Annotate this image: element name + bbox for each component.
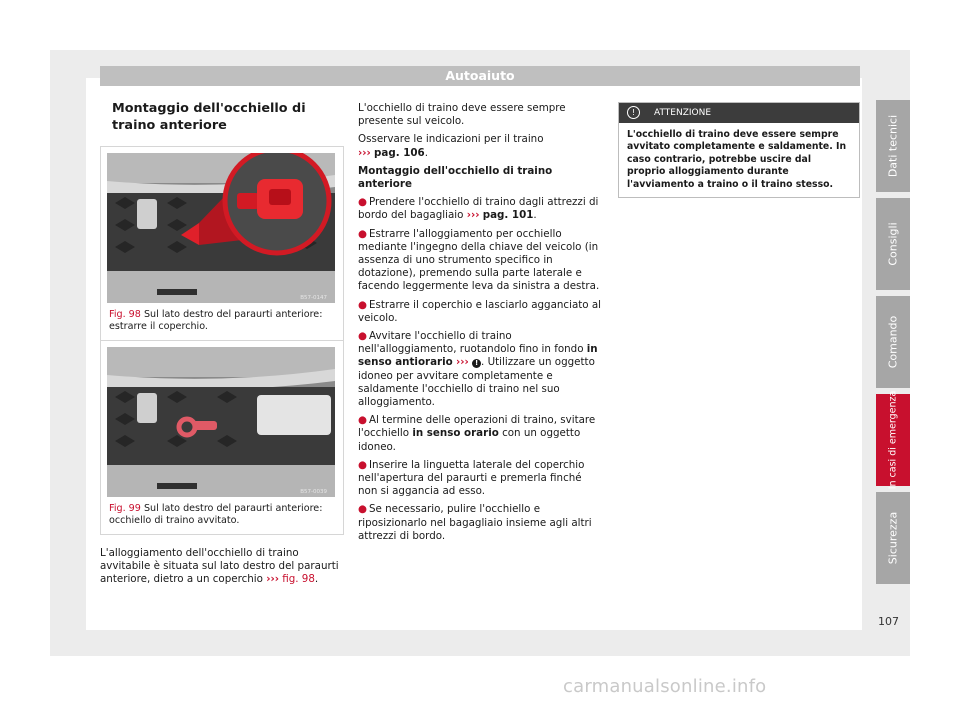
page-number: 107	[878, 615, 899, 628]
warning-title: ATTENZIONE	[654, 108, 712, 118]
tab-comando[interactable]: Comando	[876, 296, 910, 388]
list-item: ● Al termine delle operazioni di traino, svitare l'occhiello in senso orario con un oggetto idoneo.	[358, 414, 596, 453]
bullet-icon: ●	[358, 196, 367, 209]
bumper-cover-illustration	[107, 153, 335, 303]
bullet-icon: ●	[358, 298, 367, 311]
figure-link[interactable]: fig. 98	[282, 573, 315, 586]
instructions-column	[358, 102, 604, 548]
warning-ref-icon: !	[472, 359, 481, 368]
figure-99-code: B57-0039	[300, 489, 327, 495]
tab-emergenza[interactable]: In casi di emergenza	[876, 394, 910, 486]
bullet-icon: ●	[358, 414, 367, 427]
arrow-icon: ›››	[466, 209, 480, 222]
tab-consigli[interactable]: Consigli	[876, 198, 910, 290]
page-link[interactable]: pag. 101	[482, 209, 534, 222]
arrow-icon: ›››	[358, 146, 371, 159]
paragraph: L'occhiello di traino deve essere sempre presente sul veicolo.	[358, 102, 566, 128]
figure-99	[100, 340, 344, 535]
figure-98-code: B57-0147	[300, 295, 327, 301]
figure-98	[100, 146, 344, 341]
list-item: ● Inserire la linguetta laterale del coperchio nell'apertura del paraurti e premerla finché non si aggancia ad esso.	[358, 458, 585, 498]
section-header: Autoaiuto	[100, 66, 860, 86]
bullet-icon: ●	[358, 227, 367, 240]
list-item: ● Prendere l'occhiello di traino dagli attrezzi di bordo del bagagliaio ››› pag. 101.	[358, 196, 599, 222]
figure-99-caption-text: Sul lato destro del paraurti anteriore: occhiello di traino avvitato.	[109, 503, 323, 526]
paragraph: Osservare le indicazioni per il traino ››› pag. 106.	[358, 133, 544, 159]
figure-99-number: Fig. 99	[109, 503, 141, 514]
figure-99-caption	[101, 497, 343, 534]
warning-box	[618, 102, 860, 198]
list-item: ● Estrarre il coperchio e lasciarlo agganciato al veicolo.	[358, 298, 602, 324]
subheading: Montaggio dell'occhiello di traino anteriore	[358, 164, 553, 191]
tab-dati-tecnici[interactable]: Dati tecnici	[876, 100, 910, 192]
figure-98-photo	[107, 153, 335, 303]
figure-98-number: Fig. 98	[109, 309, 141, 320]
bullet-icon: ●	[358, 503, 367, 516]
watermark: carmanualsonline.info	[563, 676, 767, 697]
bullet-icon: ●	[358, 458, 367, 471]
intro-paragraph: L'alloggiamento dell'occhiello di traino avvitabile è situata sul lato destro del paraurti anteriore, dietro a un coperchio ››› fig. 98.	[100, 547, 339, 586]
warning-icon: !	[627, 106, 640, 119]
list-item: ● Se necessario, pulire l'occhiello e riposizionarlo nel bagagliaio insieme agli altri attrezzi di bordo.	[358, 503, 592, 542]
arrow-icon: ›››	[266, 573, 279, 586]
figure-98-caption-text: Sul lato destro del paraurti anteriore: estrarre il coperchio.	[109, 309, 323, 332]
arrow-icon: ›››	[456, 356, 469, 369]
warning-header	[619, 103, 859, 123]
section-heading: Montaggio dell'occhiello di traino anteriore	[112, 101, 306, 133]
list-item: ● Estrarre l'alloggiamento per occhiello mediante l'ingegno della chiave del veicolo (in assenza di uno strumento specifico in dotazione), premendo sulla parte laterale e facendo leggermente leva da sinistra a destra.	[358, 227, 600, 293]
page-link[interactable]: pag. 106	[374, 146, 425, 159]
figure-99-photo	[107, 347, 335, 497]
warning-text: L'occhiello di traino deve essere sempre avvitato completamente e saldamente. In caso contrario, potrebbe uscire dal proprio alloggiamento durante l'avviamento a traino o il traino stesso.	[627, 129, 847, 190]
tab-sicurezza[interactable]: Sicurezza	[876, 492, 910, 584]
list-item: ● Avvitare l'occhiello di traino nell'alloggiamento, ruotandolo fino in fondo in senso antiorario ››› ! . Utilizzare un oggetto idoneo per avvitare completamente e saldamente l'occhiello di traino nel suo alloggiamento.	[358, 330, 598, 409]
bullet-icon: ●	[358, 330, 367, 343]
figure-98-caption	[101, 303, 343, 340]
tow-eye-illustration	[107, 347, 335, 497]
